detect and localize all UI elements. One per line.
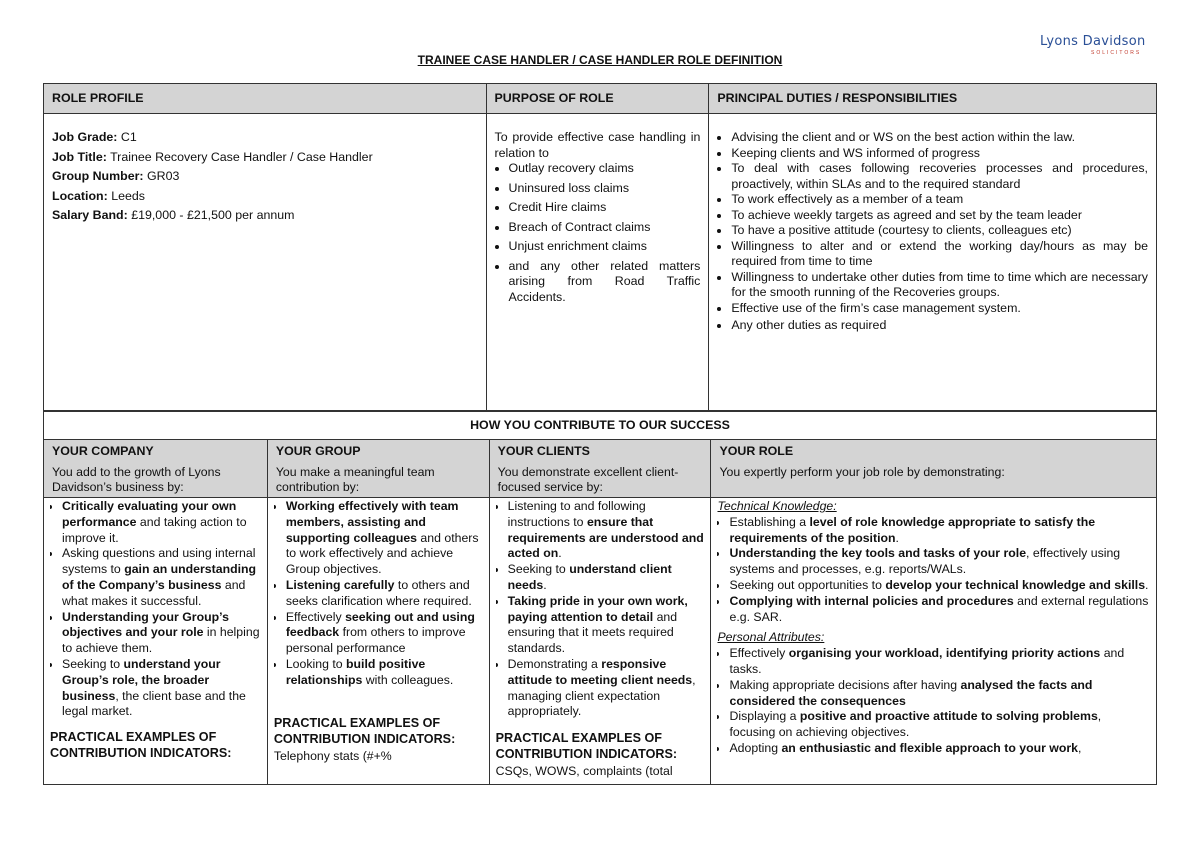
- duties-list: [717, 130, 1148, 334]
- logo-subtitle: SOLICITORS: [1091, 50, 1142, 56]
- job-grade: Job Grade: C1: [52, 130, 137, 144]
- purpose-cell: [486, 114, 709, 411]
- list-item: • Adopting an enthusiastic and flexible approach to your work,: [729, 741, 1150, 757]
- location: Location: Leeds: [52, 188, 145, 203]
- role-profile-cell: [44, 114, 487, 411]
- list-item: • and any other related matters arising from Road Traffic Accidents.: [509, 259, 701, 306]
- purpose-intro: To provide effective case handling in relation to: [494, 130, 701, 160]
- duties-header: PRINCIPAL DUTIES / RESPONSIBILITIES: [709, 84, 1157, 114]
- list-item: • Asking questions and using internal systems to gain an understanding of the Company’s business and what makes it successful.: [62, 546, 261, 609]
- list-item: • Effectively organising your workload, identifying priority actions and tasks.: [729, 646, 1150, 678]
- list-item: • Effective use of the firm’s case management system.: [731, 301, 1148, 317]
- list-item: • Listening to and following instructions to ensure that requirements are understood and acted on.: [508, 499, 705, 562]
- list-item: • Complying with internal policies and procedures and external regulations e.g. SAR.: [729, 594, 1150, 626]
- practical-examples-heading: PRACTICAL EXAMPLES OF CONTRIBUTION INDICATORS:: [273, 715, 456, 746]
- job-title: Job Title: Trainee Recovery Case Handler / Case Handler: [52, 149, 373, 164]
- purpose-list: [495, 161, 701, 305]
- list-item: • Taking pride in your own work, paying attention to detail and ensuring that it meets required standards.: [508, 594, 705, 657]
- list-item: • To work effectively as a member of a team: [731, 192, 1148, 208]
- group-column-header: YOUR GROUP You make a meaningful team contribution by:: [267, 440, 489, 498]
- practical-examples-text: CSQs, WOWS, complaints (total: [495, 764, 673, 779]
- role-contributions: [711, 498, 1157, 785]
- clients-column-header: YOUR CLIENTS You demonstrate excellent client-focused service by:: [489, 440, 711, 498]
- list-item: • Working effectively with team members, assisting and supporting colleagues and others to work effectively and achieve Group objectives.: [286, 499, 483, 578]
- list-item: • Displaying a positive and proactive attitude to solving problems, focusing on achieving objectives.: [729, 709, 1150, 741]
- list-item: • Willingness to alter and or extend the working day/hours as may be required from time to time: [731, 239, 1148, 270]
- list-item: • Breach of Contract claims: [509, 220, 701, 236]
- list-item: • Making appropriate decisions after having analysed the facts and considered the consequences: [729, 678, 1150, 710]
- list-item: • Critically evaluating your own performance and taking action to improve it.: [62, 499, 261, 546]
- list-item: • Any other duties as required: [731, 318, 1148, 334]
- list-item: • Understanding the key tools and tasks of your role, effectively using systems and processes, e.g. reports/WALs.: [729, 546, 1150, 578]
- list-item: • Effectively seeking out and using feedback from others to improve personal performance: [286, 610, 483, 657]
- list-item: • Seeking to understand your Group’s role, the broader business, the client base and the legal market.: [62, 657, 261, 720]
- list-item: • Outlay recovery claims: [509, 161, 701, 177]
- group-number: Group Number: GR03: [52, 169, 180, 183]
- role-column-header: YOUR ROLE You expertly perform your job role by demonstrating:: [711, 440, 1157, 498]
- clients-contributions: [489, 498, 711, 785]
- purpose-header: PURPOSE OF ROLE: [486, 84, 709, 114]
- technical-knowledge-heading: Technical Knowledge:: [717, 499, 837, 513]
- list-item: • Seeking to understand client needs.: [508, 562, 705, 594]
- list-item: • Listening carefully to others and seeks clarification where required.: [286, 578, 483, 610]
- personal-attributes-heading: Personal Attributes:: [717, 630, 825, 645]
- group-contributions: [267, 498, 489, 785]
- document-title: TRAINEE CASE HANDLER / CASE HANDLER ROLE DEFINITION: [417, 53, 783, 67]
- logo-name: Lyons Davidson: [1040, 34, 1146, 49]
- list-item: • To have a positive attitude (courtesy to clients, colleagues etc): [731, 223, 1148, 239]
- role-profile-header: ROLE PROFILE: [44, 84, 487, 114]
- list-item: • Credit Hire claims: [509, 200, 701, 216]
- role-definition-table: [43, 83, 1157, 411]
- duties-cell: [709, 114, 1157, 411]
- list-item: • Looking to build positive relationships with colleagues.: [286, 657, 483, 689]
- list-item: • Keeping clients and WS informed of progress: [731, 146, 1148, 162]
- list-item: • Willingness to undertake other duties from time to time which are necessary for the smooth running of the Recoveries groups.: [731, 270, 1148, 301]
- contribution-banner: HOW YOU CONTRIBUTE TO OUR SUCCESS: [44, 412, 1157, 440]
- company-contributions: [44, 498, 268, 785]
- company-column-header: YOUR COMPANY You add to the growth of Lyons Davidson’s business by:: [44, 440, 268, 498]
- list-item: • To deal with cases following recoveries processes and procedures, proactively, within SLAs and to the required standard: [731, 161, 1148, 192]
- list-item: • Unjust enrichment claims: [509, 239, 701, 255]
- list-item: • Advising the client and or WS on the best action within the law.: [731, 130, 1148, 146]
- list-item: • Understanding your Group’s objectives and your role in helping to achieve them.: [62, 610, 261, 657]
- list-item: • Seeking out opportunities to develop your technical knowledge and skills.: [729, 578, 1150, 594]
- practical-examples-text: Telephony stats (#+%: [273, 748, 392, 763]
- list-item: • Demonstrating a responsive attitude to meeting client needs, managing client expectation appropriately.: [508, 657, 705, 720]
- practical-examples-heading: PRACTICAL EXAMPLES OF CONTRIBUTION INDICATORS:: [495, 731, 678, 762]
- list-item: • To achieve weekly targets as agreed and set by the team leader: [731, 208, 1148, 224]
- practical-examples-heading: PRACTICAL EXAMPLES OF CONTRIBUTION INDICATORS:: [50, 730, 232, 761]
- contribution-table: [43, 411, 1157, 785]
- list-item: • Uninsured loss claims: [509, 181, 701, 197]
- salary-band: Salary Band: £19,000 - £21,500 per annum: [52, 208, 295, 222]
- list-item: • Establishing a level of role knowledge appropriate to satisfy the requirements of the position.: [729, 515, 1150, 547]
